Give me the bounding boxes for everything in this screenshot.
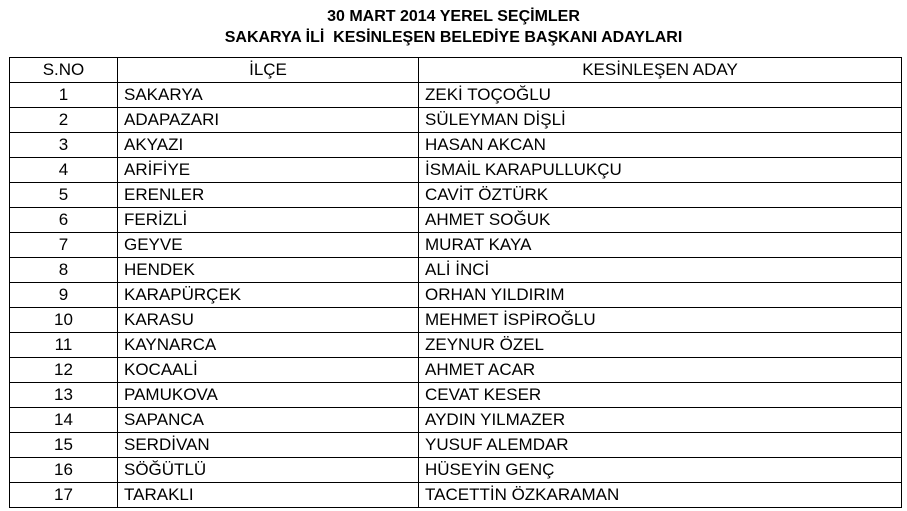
district-cell: KARASU <box>118 308 419 333</box>
row-number-cell: 14 <box>10 408 118 433</box>
table-row <box>10 208 902 233</box>
table-row <box>10 108 902 133</box>
row-number-cell: 4 <box>10 158 118 183</box>
district-cell: KOCAALİ <box>118 358 419 383</box>
candidate-cell: İSMAİL KARAPULLUKÇU <box>419 158 902 183</box>
candidate-cell: AHMET ACAR <box>419 358 902 383</box>
table-row <box>10 408 902 433</box>
candidate-cell: MURAT KAYA <box>419 233 902 258</box>
row-number-cell: 5 <box>10 183 118 208</box>
candidate-cell: SÜLEYMAN DİŞLİ <box>419 108 902 133</box>
district-cell: SAKARYA <box>118 83 419 108</box>
table-row <box>10 183 902 208</box>
candidate-cell: AYDIN YILMAZER <box>419 408 902 433</box>
row-number-cell: 11 <box>10 333 118 358</box>
candidate-cell: YUSUF ALEMDAR <box>419 433 902 458</box>
district-cell: ADAPAZARI <box>118 108 419 133</box>
row-number-cell: 2 <box>10 108 118 133</box>
candidate-cell: TACETTİN ÖZKARAMAN <box>419 483 902 508</box>
table-row <box>10 458 902 483</box>
row-number-cell: 3 <box>10 133 118 158</box>
district-cell: GEYVE <box>118 233 419 258</box>
district-cell: SÖĞÜTLÜ <box>118 458 419 483</box>
table-row <box>10 358 902 383</box>
table-row <box>10 433 902 458</box>
candidate-cell: AHMET SOĞUK <box>419 208 902 233</box>
table-row <box>10 308 902 333</box>
district-cell: KARAPÜRÇEK <box>118 283 419 308</box>
candidate-cell: ZEKİ TOÇOĞLU <box>419 83 902 108</box>
title-line-1: 30 MART 2014 YEREL SEÇİMLER <box>327 8 580 25</box>
row-number-cell: 6 <box>10 208 118 233</box>
candidate-cell: ZEYNUR ÖZEL <box>419 333 902 358</box>
candidate-cell: HÜSEYİN GENÇ <box>419 458 902 483</box>
table-header <box>10 58 902 83</box>
row-number-cell: 13 <box>10 383 118 408</box>
district-cell: SAPANCA <box>118 408 419 433</box>
row-number-cell: 7 <box>10 233 118 258</box>
table-row <box>10 133 902 158</box>
row-number-cell: 17 <box>10 483 118 508</box>
row-number-cell: 8 <box>10 258 118 283</box>
row-number-cell: 1 <box>10 83 118 108</box>
table-row <box>10 233 902 258</box>
table-body <box>10 83 902 508</box>
candidate-cell: MEHMET İSPİROĞLU <box>419 308 902 333</box>
district-cell: HENDEK <box>118 258 419 283</box>
table-row <box>10 158 902 183</box>
row-number-cell: 9 <box>10 283 118 308</box>
table-row <box>10 283 902 308</box>
row-number-cell: 16 <box>10 458 118 483</box>
table-row <box>10 258 902 283</box>
row-number-cell: 10 <box>10 308 118 333</box>
table-row <box>10 383 902 408</box>
candidates-table <box>9 57 902 508</box>
district-cell: FERİZLİ <box>118 208 419 233</box>
district-cell: SERDİVAN <box>118 433 419 458</box>
candidate-cell: CEVAT KESER <box>419 383 902 408</box>
document-title <box>0 6 907 48</box>
header-row <box>10 58 902 83</box>
header-sno: S.NO <box>10 58 118 83</box>
district-cell: PAMUKOVA <box>118 383 419 408</box>
district-cell: TARAKLI <box>118 483 419 508</box>
table-row <box>10 483 902 508</box>
row-number-cell: 15 <box>10 433 118 458</box>
candidate-cell: HASAN AKCAN <box>419 133 902 158</box>
candidate-cell: ORHAN YILDIRIM <box>419 283 902 308</box>
district-cell: ARİFİYE <box>118 158 419 183</box>
header-district: İLÇE <box>118 58 419 83</box>
district-cell: KAYNARCA <box>118 333 419 358</box>
table-row <box>10 333 902 358</box>
district-cell: ERENLER <box>118 183 419 208</box>
title-line-2: SAKARYA İLİ KESİNLEŞEN BELEDİYE BAŞKANI ADAYLARI <box>224 29 683 46</box>
candidate-cell: ALİ İNCİ <box>419 258 902 283</box>
row-number-cell: 12 <box>10 358 118 383</box>
header-candidate: KESİNLEŞEN ADAY <box>419 58 902 83</box>
table-row <box>10 83 902 108</box>
candidate-cell: CAVİT ÖZTÜRK <box>419 183 902 208</box>
district-cell: AKYAZI <box>118 133 419 158</box>
